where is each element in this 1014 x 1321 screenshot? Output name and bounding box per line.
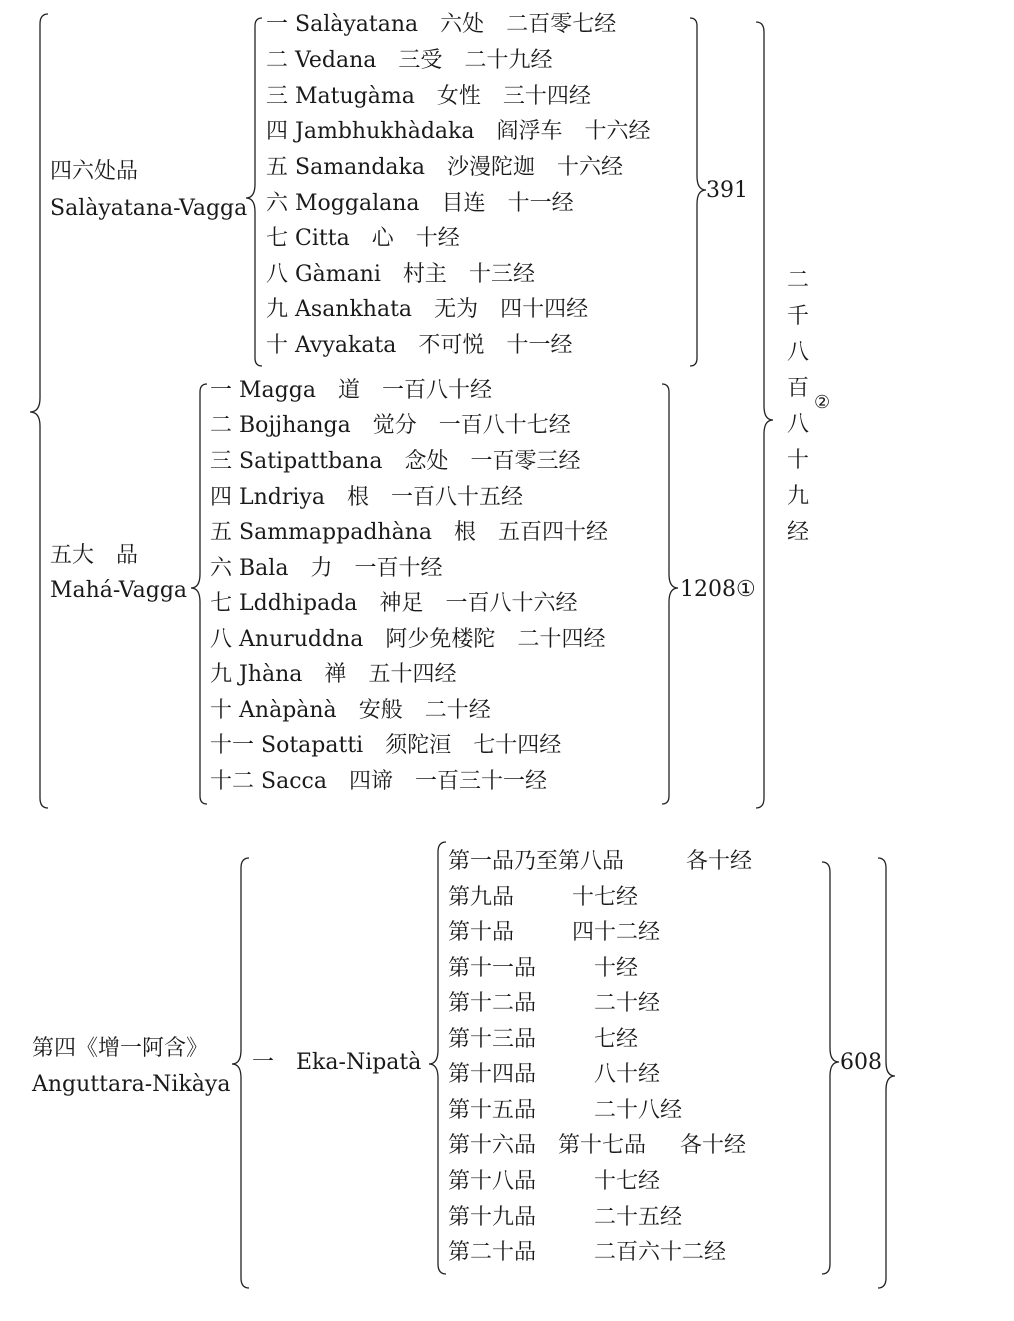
item-num: 一 xyxy=(210,378,233,403)
item-num: 十 xyxy=(266,333,289,358)
item-zh: 三受 xyxy=(398,48,443,73)
item-pali: Avyakata xyxy=(295,333,397,358)
list-item xyxy=(448,993,660,1015)
item-count: 二十九经 xyxy=(464,48,553,73)
list-item xyxy=(448,851,752,873)
vagga-a-total: 391 xyxy=(706,178,748,203)
item-name: 第一品乃至第八品 xyxy=(448,849,625,874)
item-num: 五 xyxy=(266,155,289,180)
item-zh: 阎浮车 xyxy=(496,119,563,144)
item-pali: Moggalana xyxy=(295,191,420,216)
item-num: 九 xyxy=(210,662,233,687)
item-pali: Citta xyxy=(295,226,350,251)
item-count: 四十四经 xyxy=(500,297,589,322)
item-count: 十七经 xyxy=(572,885,639,910)
item-num: 一 xyxy=(266,12,289,37)
item-count: 二十经 xyxy=(594,991,661,1016)
grand-char: 八 xyxy=(787,340,810,365)
list-item xyxy=(210,771,547,793)
item-count: 十三经 xyxy=(468,262,535,287)
vagga-a-left-brace xyxy=(246,18,262,366)
item-pali: Jhàna xyxy=(239,662,303,687)
list-item xyxy=(210,593,577,615)
vagga-b-total xyxy=(680,579,756,601)
item-pali: Asankhata xyxy=(295,297,413,322)
item-num: 三 xyxy=(210,449,233,474)
item-count: 二十五经 xyxy=(594,1205,683,1230)
item-pali: Anuruddna xyxy=(239,627,364,652)
item-name: 第十一品 xyxy=(448,956,537,981)
item-zh: 禅 xyxy=(324,662,347,687)
list-item xyxy=(266,299,588,321)
item-count: 七十四经 xyxy=(473,733,562,758)
item-count: 十经 xyxy=(415,226,460,251)
section2-left-brace xyxy=(232,858,249,1288)
list-item xyxy=(448,1207,682,1229)
outer-left-brace xyxy=(30,14,48,808)
grand-char: 百 xyxy=(787,376,810,401)
item-name: 第十品 xyxy=(448,920,515,945)
item-count: 五百四十经 xyxy=(498,520,609,545)
list-item xyxy=(448,887,638,909)
item-zh: 安般 xyxy=(358,698,403,723)
item-count: 十六经 xyxy=(584,119,651,144)
item-count: 一百八十五经 xyxy=(391,485,524,510)
item-pali: Vedana xyxy=(295,48,377,73)
item-zh: 女性 xyxy=(436,84,481,109)
list-item xyxy=(210,735,561,757)
list-item xyxy=(448,1242,726,1264)
item-name: 第十九品 xyxy=(448,1205,537,1230)
item-name: 第九品 xyxy=(448,885,515,910)
item-count: 二十八经 xyxy=(594,1098,683,1123)
list-item xyxy=(210,629,605,651)
item-pali: Satipattbana xyxy=(239,449,383,474)
item-zh: 力 xyxy=(310,556,333,581)
list-item xyxy=(266,335,572,357)
item-zh: 村主 xyxy=(402,262,447,287)
item-count: 三十四经 xyxy=(502,84,591,109)
list-item xyxy=(210,487,523,509)
item-num: 十一 xyxy=(210,733,255,758)
list-item xyxy=(266,228,460,250)
grand-char: 二 xyxy=(787,268,810,293)
item-count: 二百零七经 xyxy=(506,12,617,37)
item-num: 九 xyxy=(266,297,289,322)
item-pali: Bala xyxy=(239,556,289,581)
list-item xyxy=(266,50,552,72)
list-item xyxy=(210,558,443,580)
item-name: 第十六品 第十七品 xyxy=(448,1133,647,1158)
item-zh: 阿少免楼陀 xyxy=(385,627,496,652)
item-count: 十七经 xyxy=(594,1169,661,1194)
grand-char: 十 xyxy=(787,448,810,473)
list-item xyxy=(448,1135,746,1157)
grand-char: 千 xyxy=(787,304,810,329)
item-count: 十六经 xyxy=(557,155,624,180)
list-item xyxy=(210,451,581,473)
list-item xyxy=(210,664,456,686)
item-count: 一百八十经 xyxy=(382,378,493,403)
grand-char: 八 xyxy=(787,412,810,437)
item-pali: Magga xyxy=(239,378,316,403)
section2-title-pali: Anguttara-Nikàya xyxy=(32,1072,231,1097)
vagga-a-right-brace xyxy=(690,18,706,366)
section2-title-zh: 第四《增一阿含》 xyxy=(32,1036,209,1061)
item-name: 第十八品 xyxy=(448,1169,537,1194)
item-num: 八 xyxy=(266,262,289,287)
item-count: 二百六十二经 xyxy=(594,1240,727,1265)
vagga-a-title-zh: 四六处品 xyxy=(50,159,139,184)
item-count: 一百三十一经 xyxy=(415,769,548,794)
item-count: 十一经 xyxy=(507,191,574,216)
item-pali: Bojjhanga xyxy=(239,413,351,438)
item-count: 一百八十六经 xyxy=(445,591,578,616)
grand-char: 九 xyxy=(787,484,810,509)
item-count: 一百十经 xyxy=(354,556,443,581)
item-zh: 无为 xyxy=(434,297,479,322)
item-pali: Lndriya xyxy=(239,485,325,510)
list-item xyxy=(448,958,638,980)
item-count: 各十经 xyxy=(686,849,753,874)
grand-total-brace xyxy=(756,22,773,808)
item-num: 八 xyxy=(210,627,233,652)
item-count: 十一经 xyxy=(506,333,573,358)
list-item xyxy=(266,157,623,179)
item-zh: 不可悦 xyxy=(418,333,485,358)
item-pali: Lddhipada xyxy=(239,591,358,616)
item-pali: Samandaka xyxy=(295,155,425,180)
nipata-right-brace xyxy=(822,862,839,1274)
item-count: 一百零三经 xyxy=(470,449,581,474)
item-pali: Gàmani xyxy=(295,262,381,287)
item-count: 一百八十七经 xyxy=(438,413,571,438)
item-zh: 道 xyxy=(337,378,360,403)
list-item xyxy=(448,1171,660,1193)
footnote-marker: ① xyxy=(736,577,756,602)
item-pali: Sammappadhàna xyxy=(239,520,432,545)
item-zh: 神足 xyxy=(379,591,424,616)
item-num: 十 xyxy=(210,698,233,723)
item-name: 第十四品 xyxy=(448,1062,537,1087)
item-num: 六 xyxy=(266,191,289,216)
vagga-b-title-zh: 五大 品 xyxy=(50,543,139,568)
item-zh: 觉分 xyxy=(372,413,417,438)
list-item xyxy=(210,700,491,722)
vagga-a-title-pali: Salàyatana-Vagga xyxy=(50,196,248,221)
list-item xyxy=(448,1064,660,1086)
list-item xyxy=(210,522,608,544)
item-pali: Anàpànà xyxy=(239,698,337,723)
item-num: 五 xyxy=(210,520,233,545)
item-pali: Sotapatti xyxy=(261,733,364,758)
vagga-b-left-brace xyxy=(191,384,207,804)
grand-char: 经 xyxy=(787,520,810,545)
vagga-b-title-pali: Mahá-Vagga xyxy=(50,578,188,603)
vagga-b-right-brace xyxy=(662,384,678,804)
item-name: 第十五品 xyxy=(448,1098,537,1123)
item-num: 七 xyxy=(210,591,233,616)
item-zh: 念处 xyxy=(404,449,449,474)
item-num: 四 xyxy=(210,485,233,510)
item-pali: Matugàma xyxy=(295,84,415,109)
item-pali: Sacca xyxy=(261,769,327,794)
item-count: 五十四经 xyxy=(368,662,457,687)
item-zh: 目连 xyxy=(441,191,486,216)
item-zh: 须陀洹 xyxy=(385,733,452,758)
footnote-marker: ② xyxy=(814,392,831,413)
item-name: 第十二品 xyxy=(448,991,537,1016)
vagga-b-total-value: 1208 xyxy=(680,577,736,602)
item-num: 三 xyxy=(266,84,289,109)
item-count: 各十经 xyxy=(680,1133,747,1158)
item-name: 第二十品 xyxy=(448,1240,537,1265)
item-pali: Salàyatana xyxy=(295,12,419,37)
item-zh: 六处 xyxy=(440,12,485,37)
item-zh: 四谛 xyxy=(348,769,393,794)
item-num: 二 xyxy=(210,413,233,438)
item-num: 十二 xyxy=(210,769,255,794)
list-item xyxy=(266,121,651,143)
list-item xyxy=(266,86,591,108)
item-num: 六 xyxy=(210,556,233,581)
item-count: 七经 xyxy=(594,1027,639,1052)
item-num: 二 xyxy=(266,48,289,73)
section2-total: 608 xyxy=(840,1050,882,1075)
list-item xyxy=(266,14,616,36)
list-item xyxy=(448,1100,682,1122)
list-item xyxy=(266,193,574,215)
nipata-label: 一 Eka-Nipatà xyxy=(252,1050,422,1075)
item-name: 第十三品 xyxy=(448,1027,537,1052)
nipata-left-brace xyxy=(429,842,446,1274)
item-num: 七 xyxy=(266,226,289,251)
list-item xyxy=(448,1029,638,1051)
item-pali: Jambhukhàdaka xyxy=(295,119,475,144)
item-count: 二十经 xyxy=(424,698,491,723)
list-item xyxy=(210,380,492,402)
item-zh: 根 xyxy=(454,520,477,545)
item-zh: 心 xyxy=(371,226,394,251)
item-zh: 沙漫陀迦 xyxy=(447,155,536,180)
list-item xyxy=(266,264,535,286)
list-item xyxy=(448,922,660,944)
item-count: 四十二经 xyxy=(572,920,661,945)
item-num: 四 xyxy=(266,119,289,144)
item-count: 八十经 xyxy=(594,1062,661,1087)
item-count: 二十四经 xyxy=(517,627,606,652)
item-count: 十经 xyxy=(594,956,639,981)
list-item xyxy=(210,415,571,437)
item-zh: 根 xyxy=(347,485,370,510)
